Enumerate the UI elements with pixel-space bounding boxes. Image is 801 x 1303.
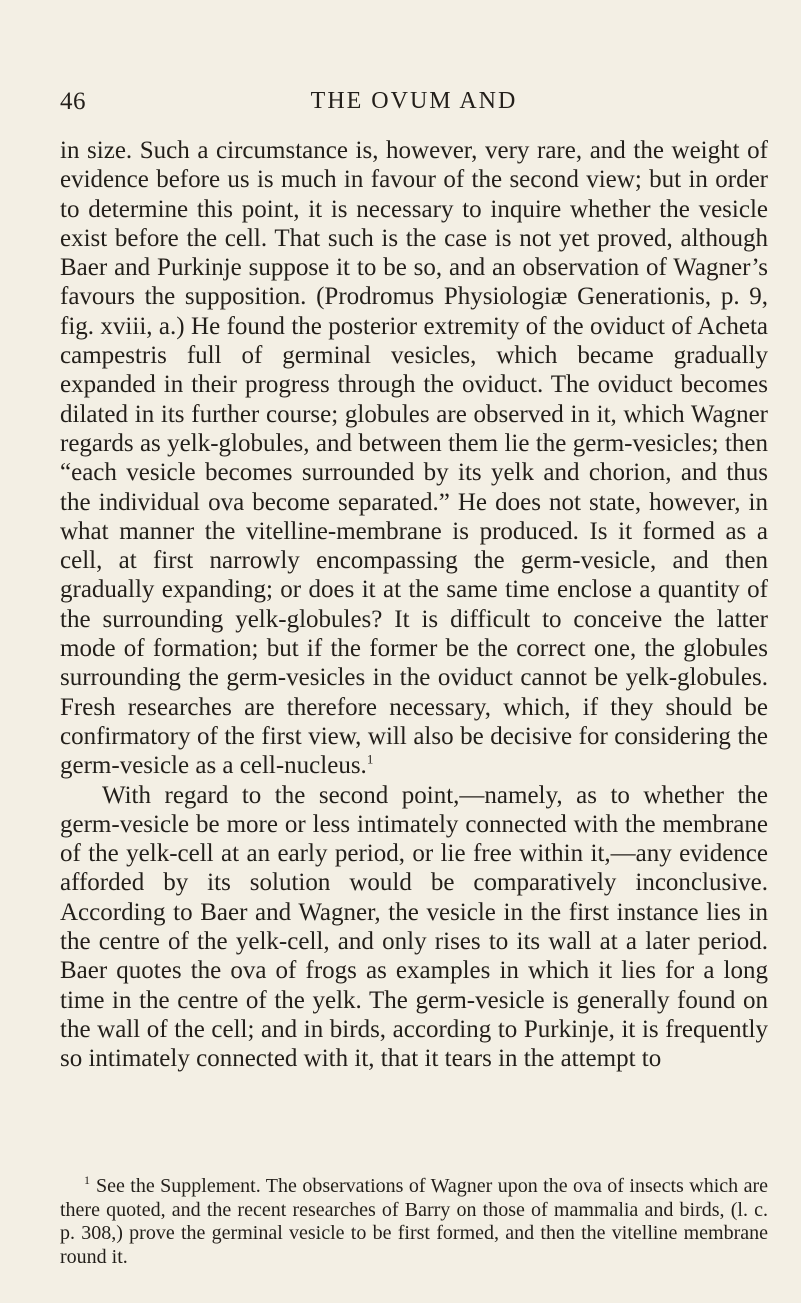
- footnote: [60, 1175, 768, 1269]
- footnotes: [60, 1175, 768, 1269]
- footnote-marker: 1: [84, 1173, 90, 1188]
- body-text: [60, 136, 768, 1074]
- running-head: THE OVUM AND: [310, 88, 518, 114]
- page-number: 46: [60, 88, 86, 115]
- paragraph-text: in size. Such a circumstance is, however, very rare, and the weight of evidence before us is much in favour of the second view; but in order to determine this point, it is necessary to inquire whether the vesicle exist before the cell. That such is the case is not yet proved, although Baer and Purkinje suppose it to be so, and an observation of Wagner’s favours the supposition. (Prodromus Physiologiæ Generationis, p. 9, fig. xviii, a.) He found the posterior extremity of the oviduct of Acheta campestris full of germinal vesicles, which became gradually expanded in their progress through the oviduct. The oviduct becomes dilated in its further course; globules are observed in it, which Wagner regards as yelk-globules, and between them lie the germ-vesicles; then “each vesicle becomes surrounded by its yelk and chorion, and thus the individual ova become separated.” He does not state, however, in what manner the vitelline-membrane is produced. Is it formed as a cell, at first narrowly encompassing the germ-vesicle, and then gradually expanding; or does it at the same time enclose a quantity of the surrounding yelk-globules? It is difficult to conceive the latter mode of formation; but if the former be the correct one, the globules surrounding the germ-vesicles in the oviduct cannot be yelk-globules. Fresh researches are therefore necessary, which, if they should be confirmatory of the first view, will also be decisive for considering the germ-vesicle as a cell-nucleus.: [60, 137, 768, 780]
- paragraph-text: With regard to the second point,—namely, as to whether the germ-vesicle be more or less intimately connected with the membrane of the yelk-cell at an early period, or lie free within it,—any evidence afforded by its solution would be comparatively inconclusive. According to Baer and Wagner, the vesicle in the first instance lies in the centre of the yelk-cell, and only rises to its wall at a later period. Baer quotes the ova of frogs as examples in which it lies for a long time in the centre of the yelk. The germ-vesicle is generally found on the wall of the cell; and in birds, according to Purkinje, it is frequently so intimately connected with it, that it tears in the attempt to: [60, 781, 768, 1073]
- footnote-reference: 1: [366, 751, 374, 767]
- page-header: [60, 88, 768, 122]
- footnote-text: See the Supplement. The observations of Wagner upon the ova of insects which are there quoted, and the recent researches of Barry on those of mammalia and birds, (l. c. p. 308,) prove the germinal vesicle to be first formed, and then the vitelline membrane round it.: [60, 1175, 768, 1268]
- paragraph: [60, 136, 768, 781]
- paragraph: [60, 781, 768, 1074]
